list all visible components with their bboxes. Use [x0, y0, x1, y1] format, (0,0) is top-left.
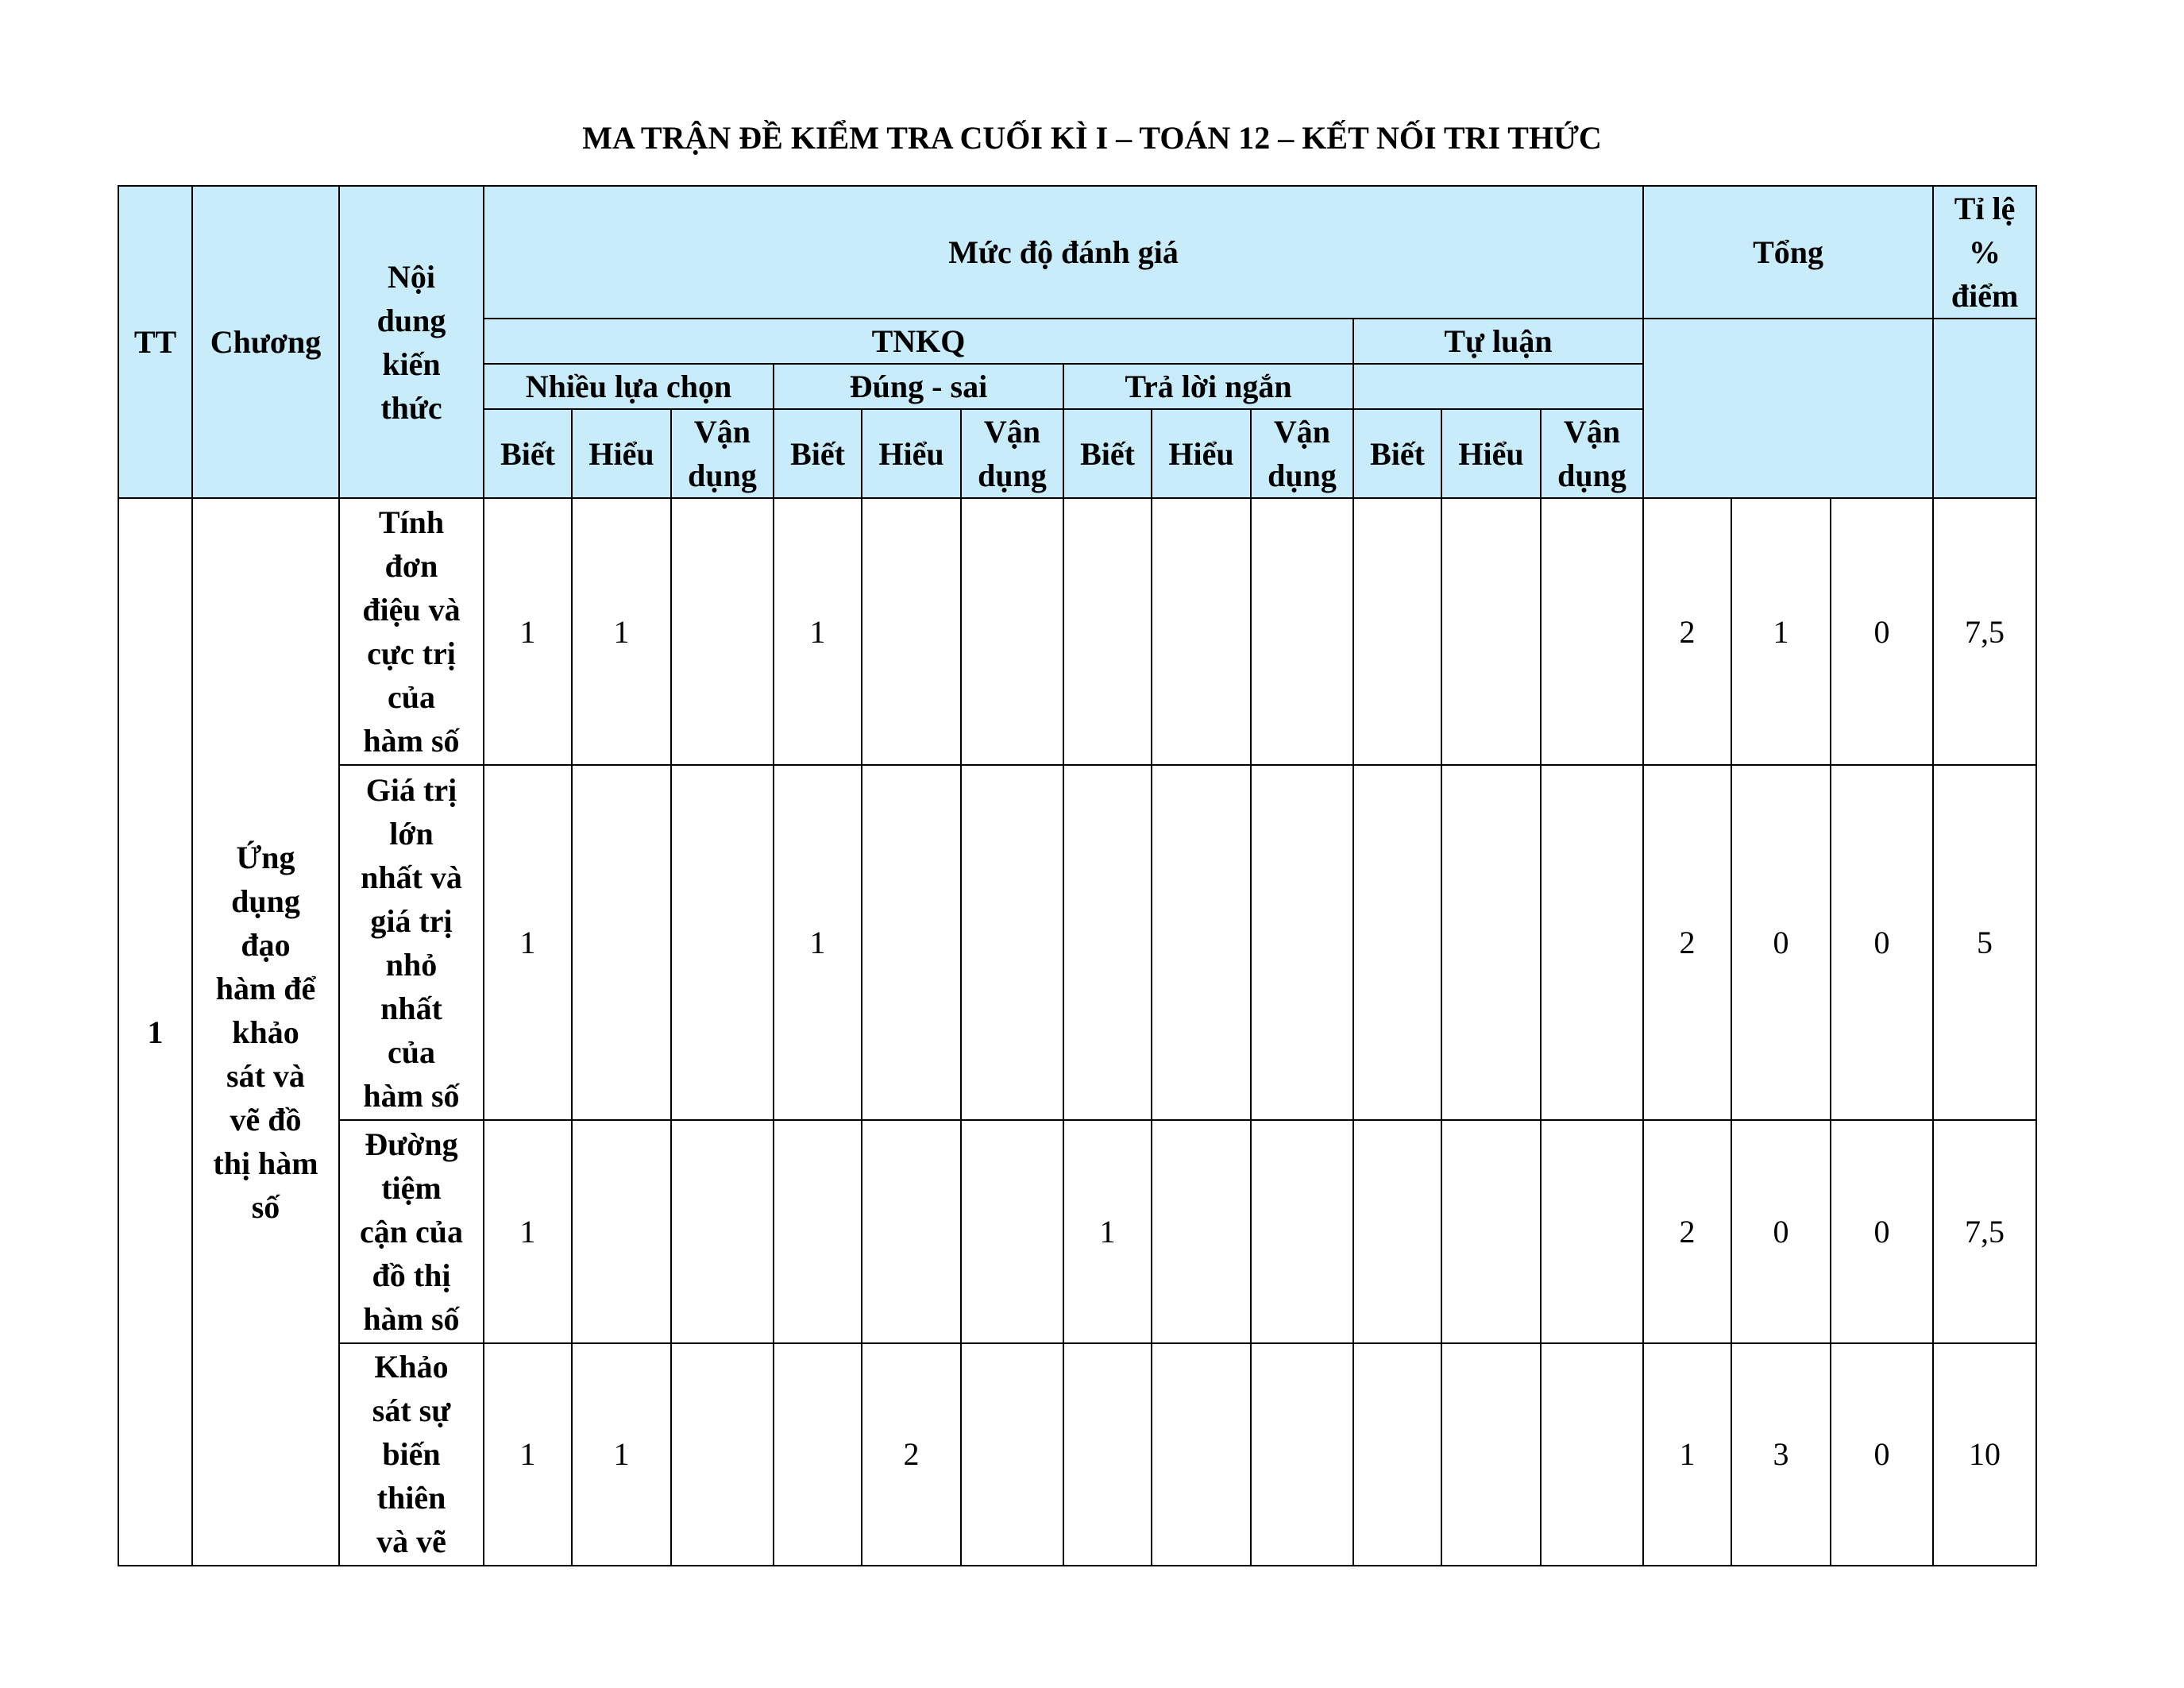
header-tnkq: TNKQ — [484, 319, 1353, 364]
count-cell: 0 — [1831, 765, 1933, 1121]
header-noi-dung: Nội dung kiến thức — [339, 186, 484, 498]
count-cell — [1541, 765, 1643, 1121]
section-chapter: Ứng dụng đạo hàm để khảo sát và vẽ đồ thị hàm số — [192, 498, 339, 1566]
count-cell: 1 — [484, 1343, 572, 1566]
count-cell: 0 — [1831, 1120, 1933, 1342]
header-ti-le-blank — [1933, 319, 2036, 498]
content-cell: Khảo sát sự biến thiên và vẽ — [339, 1343, 484, 1566]
section-number: 1 — [118, 498, 192, 1566]
header-tu-luan-blank — [1353, 364, 1643, 409]
count-cell: 0 — [1831, 1343, 1933, 1566]
count-cell: 1 — [1643, 1343, 1731, 1566]
count-cell — [774, 1343, 862, 1566]
header-tong-blank — [1643, 319, 1933, 498]
header-level-4: Hiểu — [862, 409, 961, 498]
count-cell: 1 — [484, 765, 572, 1121]
count-cell — [1251, 1120, 1353, 1342]
count-cell — [1353, 765, 1441, 1121]
header-level-5: Vận dụng — [961, 409, 1063, 498]
header-level-2: Vận dụng — [671, 409, 774, 498]
document-title: MA TRẬN ĐỀ KIỂM TRA CUỐI KÌ I – TOÁN 12 – KẾT NỐI TRI THỨC — [582, 120, 1602, 156]
count-cell — [1152, 498, 1251, 764]
count-cell: 1 — [774, 765, 862, 1121]
count-cell — [1541, 498, 1643, 764]
assessment-matrix-table — [118, 185, 2037, 1566]
header-level-8: Vận dụng — [1251, 409, 1353, 498]
table-row — [118, 1120, 2036, 1342]
percent-cell: 7,5 — [1933, 498, 2036, 764]
content-cell: Giá trị lớn nhất và giá trị nhỏ nhất của hàm số — [339, 765, 484, 1121]
count-cell — [1152, 1120, 1251, 1342]
count-cell — [1353, 1120, 1441, 1342]
count-cell: 1 — [484, 1120, 572, 1342]
count-cell — [671, 1120, 774, 1342]
content-cell: Đường tiệm cận của đồ thị hàm số — [339, 1120, 484, 1342]
count-cell: 2 — [1643, 1120, 1731, 1342]
table-row — [118, 1343, 2036, 1566]
count-cell — [572, 765, 671, 1121]
count-cell — [1152, 765, 1251, 1121]
header-nhieu-lua-chon: Nhiều lựa chọn — [484, 364, 774, 409]
count-cell: 3 — [1731, 1343, 1831, 1566]
percent-cell: 10 — [1933, 1343, 2036, 1566]
count-cell — [1063, 765, 1152, 1121]
count-cell — [1353, 1343, 1441, 1566]
count-cell — [671, 765, 774, 1121]
header-level-3: Biết — [774, 409, 862, 498]
count-cell — [1251, 765, 1353, 1121]
count-cell — [1353, 498, 1441, 764]
count-cell: 0 — [1831, 498, 1933, 764]
count-cell — [1441, 498, 1541, 764]
count-cell: 0 — [1731, 1120, 1831, 1342]
count-cell — [961, 1343, 1063, 1566]
header-level-0: Biết — [484, 409, 572, 498]
count-cell — [1152, 1343, 1251, 1566]
count-cell — [1251, 1343, 1353, 1566]
count-cell: 1 — [1731, 498, 1831, 764]
count-cell — [862, 765, 961, 1121]
header-tu-luan: Tự luận — [1353, 319, 1643, 364]
count-cell — [862, 498, 961, 764]
count-cell: 2 — [1643, 498, 1731, 764]
count-cell: 2 — [862, 1343, 961, 1566]
header-level-6: Biết — [1063, 409, 1152, 498]
header-level-9: Biết — [1353, 409, 1441, 498]
count-cell — [961, 1120, 1063, 1342]
table-row — [118, 498, 2036, 764]
count-cell — [1541, 1343, 1643, 1566]
count-cell — [1441, 1343, 1541, 1566]
count-cell: 1 — [774, 498, 862, 764]
count-cell — [1251, 498, 1353, 764]
header-chuong: Chương — [192, 186, 339, 498]
header-tong: Tổng — [1643, 186, 1933, 319]
count-cell — [1441, 1120, 1541, 1342]
count-cell — [671, 498, 774, 764]
count-cell — [1063, 1343, 1152, 1566]
count-cell: 2 — [1643, 765, 1731, 1121]
count-cell — [862, 1120, 961, 1342]
content-cell: Tính đơn điệu và cực trị của hàm số — [339, 498, 484, 764]
header-level-7: Hiểu — [1152, 409, 1251, 498]
count-cell — [572, 1120, 671, 1342]
count-cell — [1541, 1120, 1643, 1342]
count-cell: 1 — [572, 1343, 671, 1566]
header-level-11: Vận dụng — [1541, 409, 1643, 498]
count-cell: 0 — [1731, 765, 1831, 1121]
header-muc-do: Mức độ đánh giá — [484, 186, 1643, 319]
header-tra-loi-ngan: Trả lời ngắn — [1063, 364, 1353, 409]
percent-cell: 7,5 — [1933, 1120, 2036, 1342]
count-cell — [671, 1343, 774, 1566]
count-cell — [1441, 765, 1541, 1121]
header-dung-sai: Đúng - sai — [774, 364, 1063, 409]
percent-cell: 5 — [1933, 765, 2036, 1121]
count-cell: 1 — [572, 498, 671, 764]
count-cell — [961, 498, 1063, 764]
count-cell — [774, 1120, 862, 1342]
count-cell — [961, 765, 1063, 1121]
header-level-10: Hiểu — [1441, 409, 1541, 498]
table-row — [118, 765, 2036, 1121]
count-cell — [1063, 498, 1152, 764]
header-tt: TT — [118, 186, 192, 498]
header-level-1: Hiểu — [572, 409, 671, 498]
header-ti-le: Tỉ lệ % điểm — [1933, 186, 2036, 319]
count-cell: 1 — [1063, 1120, 1152, 1342]
count-cell: 1 — [484, 498, 572, 764]
